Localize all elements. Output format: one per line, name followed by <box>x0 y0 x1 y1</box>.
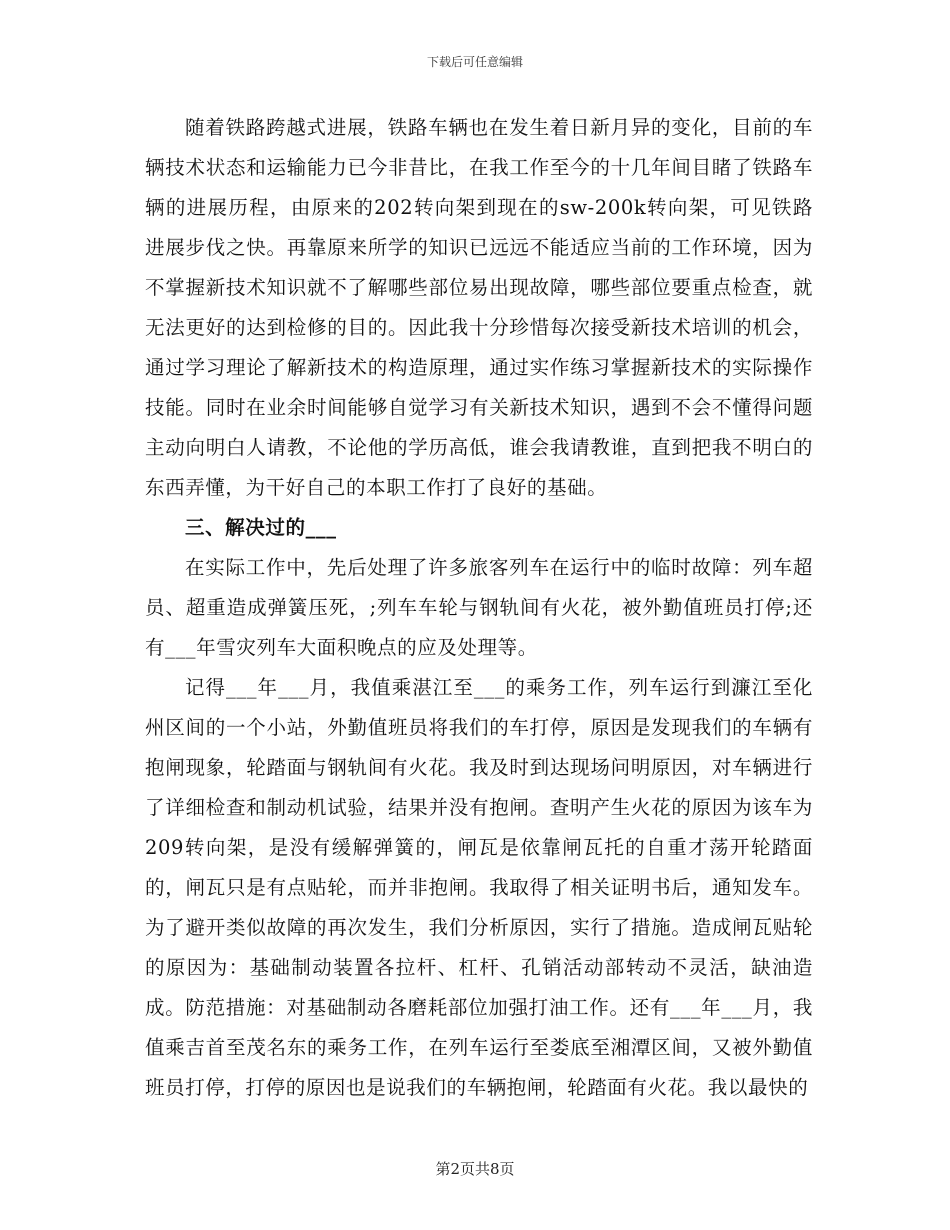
section-heading: 三、解决过的___ <box>184 516 337 539</box>
page-footer: 第2页共8页 <box>435 1160 515 1178</box>
paragraph-tech-learning: 随着铁路跨越式进展，铁路车辆也在发生着日新月异的变化，目前的车辆技术状态和运输能力已今非昔比，在我工作至今的十几年间目睹了铁路车辆的进展历程，由原来的202转向架到现在的sw-200k转向架，可见铁路进展步伐之快。再靠原来所学的知识已远远不能适应当前的工作环境，因为不掌握新技术知识就不了解哪些部位易出现故障，哪些部位要重点检查，就无法更好的达到检修的目的。因此我十分珍惜每次接受新技术培训的机会，通过学习理论了解新技术的构造原理，通过实作练习掌握新技术的实际操作技能。同时在业余时间能够自觉学习有关新技术知识，遇到不会不懂得问题主动向明白人请教，不论他的学历高低，谁会我请教谁，直到把我不明白的东西弄懂，为干好自己的本职工作打了良好的基础。 <box>145 116 813 499</box>
paragraph-faults-handled: 在实际工作中，先后处理了许多旅客列车在运行中的临时故障：列车超员、超重造成弹簧压死，;列车车轮与钢轨间有火花，被外勤值班员打停;还有___年雪灾列车大面积晚点的应及处理等。 <box>145 556 813 659</box>
document-body <box>145 108 813 1108</box>
page-header: 下载后可任意编辑 <box>426 55 523 69</box>
paragraph-incident-record: 记得___年___月，我值乘湛江至___的乘务工作，列车运行到濂江至化州区间的一个小站，外勤值班员将我们的车打停，原因是发现我们的车辆有抱闸现象，轮踏面与钢轨间有火花。我及时到达现场问明原因，对车辆进行了详细检查和制动机试验，结果并没有抱闸。查明产生火花的原因为该车为209转向架，是没有缓解弹簧的，闸瓦是依靠闸瓦托的自重才荡开轮踏面的，闸瓦只是有点贴轮，而并非抱闸。我取得了相关证明书后，通知发车。为了避开类似故障的再次发生，我们分析原因，实行了措施。造成闸瓦贴轮的原因为：基础制动装置各拉杆、杠杆、孔销活动部转动不灵活，缺油造成。防范措施：对基础制动各磨耗部位加强打油工作。还有___年___月，我值乘吉首至茂名东的乘务工作，在列车运行至娄底至湘潭区间，又被外勤值班员打停，打停的原因也是说我们的车辆抱闸，轮踏面有火花。我以最快的 <box>145 676 813 1099</box>
